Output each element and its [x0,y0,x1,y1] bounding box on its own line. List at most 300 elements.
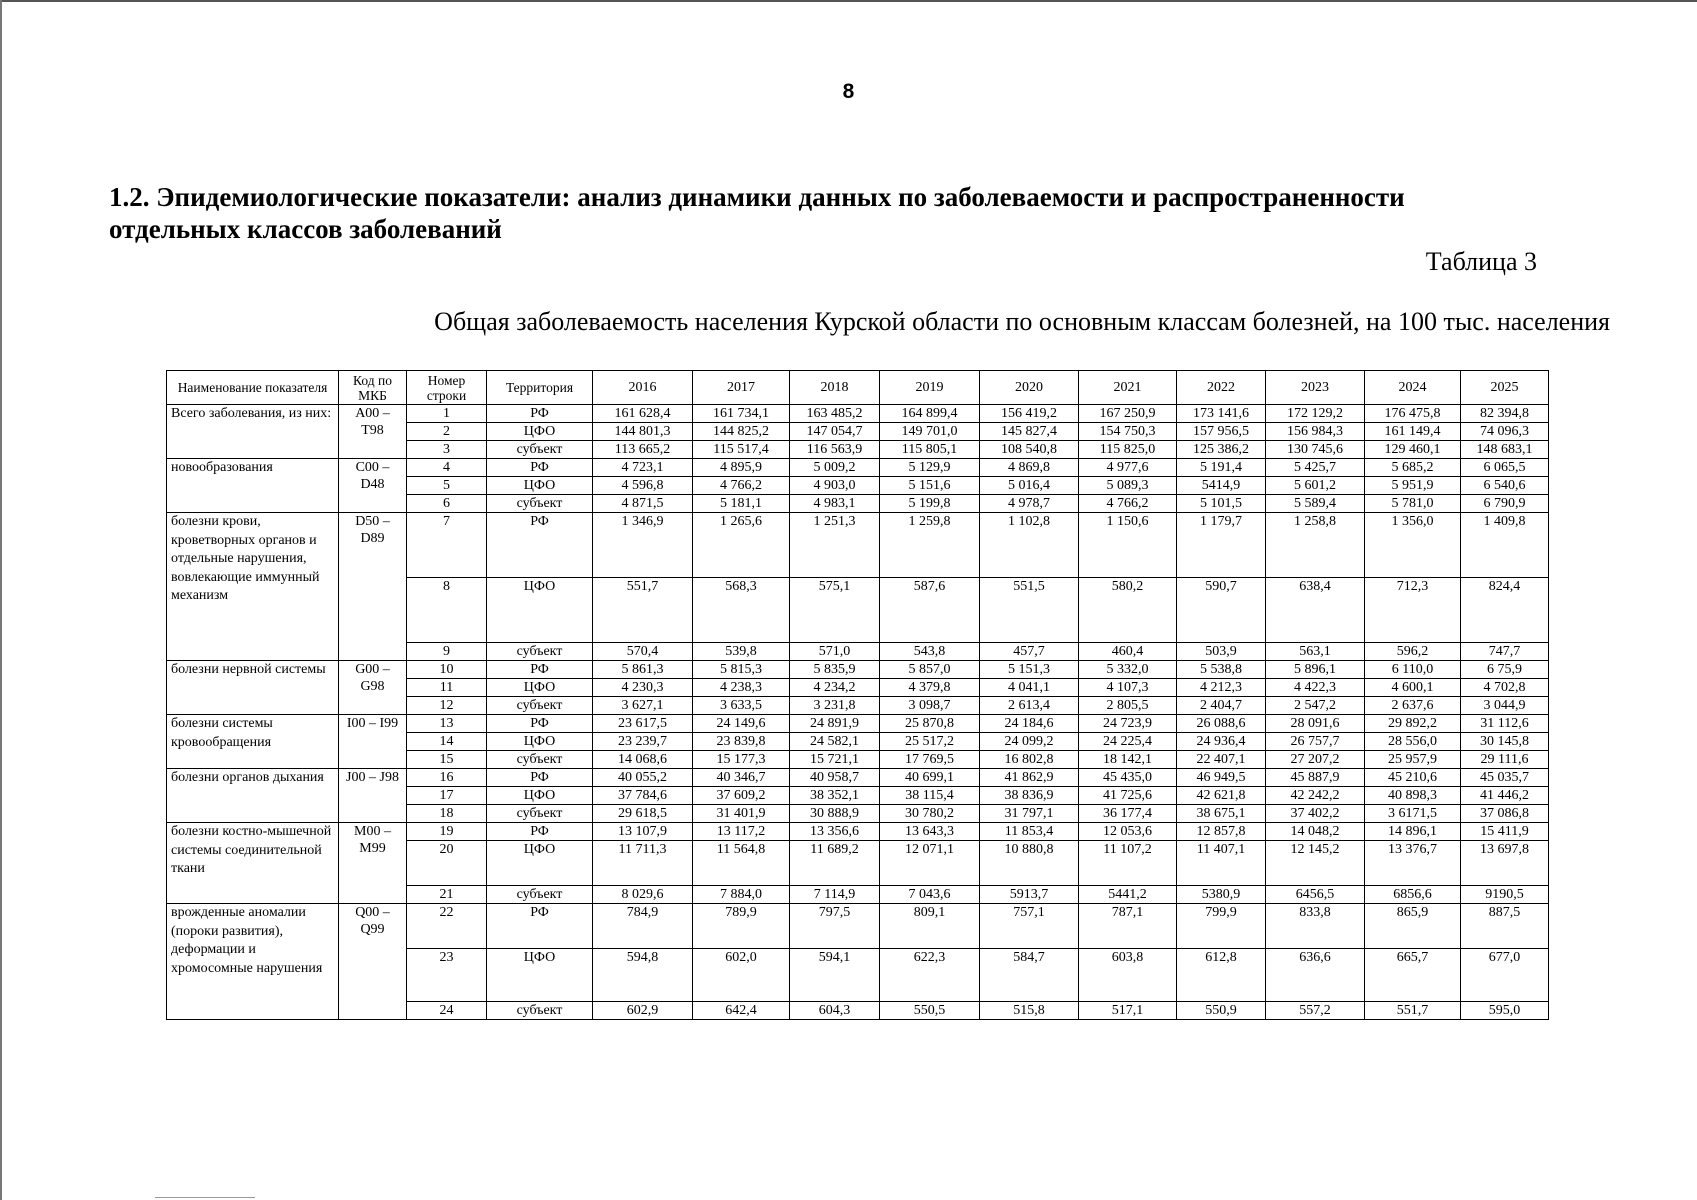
value-cell: 16 802,8 [980,751,1079,769]
value-cell: 551,5 [980,578,1079,643]
value-cell: 115 517,4 [693,441,790,459]
value-cell: 4 379,8 [880,679,980,697]
value-cell: 30 888,9 [790,805,880,823]
value-cell: 787,1 [1079,904,1177,949]
value-cell: 27 207,2 [1266,751,1365,769]
territory-cell: ЦФО [487,733,593,751]
value-cell: 115 825,0 [1079,441,1177,459]
value-cell: 45 210,6 [1365,769,1461,787]
icd-code-cell: I00 – I99 [339,715,407,769]
value-cell: 45 435,0 [1079,769,1177,787]
value-cell: 570,4 [593,643,693,661]
value-cell: 38 836,9 [980,787,1079,805]
row-number-cell: 8 [407,578,487,643]
value-cell: 161 149,4 [1365,423,1461,441]
value-cell: 665,7 [1365,949,1461,1002]
value-cell: 550,5 [880,1002,980,1020]
table-row [167,769,1549,787]
value-cell: 5 101,5 [1177,495,1266,513]
header-year: 2023 [1266,371,1365,405]
icd-code-cell: C00 – D48 [339,459,407,513]
value-cell: 887,5 [1461,904,1549,949]
value-cell: 18 142,1 [1079,751,1177,769]
value-cell: 4 600,1 [1365,679,1461,697]
territory-cell: субъект [487,643,593,661]
value-cell: 4 895,9 [693,459,790,477]
value-cell: 10 880,8 [980,841,1079,886]
value-cell: 154 750,3 [1079,423,1177,441]
table-body [167,405,1549,1020]
value-cell: 24 723,9 [1079,715,1177,733]
value-cell: 2 404,7 [1177,697,1266,715]
territory-cell: РФ [487,513,593,578]
value-cell: 23 839,8 [693,733,790,751]
value-cell: 7 114,9 [790,886,880,904]
value-cell: 557,2 [1266,1002,1365,1020]
value-cell: 789,9 [693,904,790,949]
value-cell: 4 422,3 [1266,679,1365,697]
value-cell: 176 475,8 [1365,405,1461,423]
value-cell: 12 053,6 [1079,823,1177,841]
value-cell: 22 407,1 [1177,751,1266,769]
value-cell: 2 805,5 [1079,697,1177,715]
value-cell: 26 088,6 [1177,715,1266,733]
value-cell: 145 827,4 [980,423,1079,441]
value-cell: 5 016,4 [980,477,1079,495]
value-cell: 24 891,9 [790,715,880,733]
value-cell: 6 065,5 [1461,459,1549,477]
value-cell: 4 234,2 [790,679,880,697]
value-cell: 638,4 [1266,578,1365,643]
value-cell: 5 857,0 [880,661,980,679]
row-number-cell: 14 [407,733,487,751]
value-cell: 1 179,7 [1177,513,1266,578]
value-cell: 15 177,3 [693,751,790,769]
value-cell: 4 766,2 [693,477,790,495]
territory-cell: РФ [487,823,593,841]
indicator-name-cell: болезни крови, кроветворных органов и отдельные нарушения, вовлекающие иммунный механизм [167,513,339,661]
value-cell: 575,1 [790,578,880,643]
table-row [167,904,1549,949]
value-cell: 515,8 [980,1002,1079,1020]
value-cell: 41 446,2 [1461,787,1549,805]
value-cell: 594,1 [790,949,880,1002]
icd-code-cell: A00 – T98 [339,405,407,459]
table-row [167,405,1549,423]
indicator-name-cell: новообразования [167,459,339,513]
value-cell: 24 582,1 [790,733,880,751]
table-row [167,823,1549,841]
value-cell: 156 984,3 [1266,423,1365,441]
value-cell: 642,4 [693,1002,790,1020]
territory-cell: ЦФО [487,949,593,1002]
territory-cell: РФ [487,661,593,679]
table-header-row [167,371,1549,405]
value-cell: 40 699,1 [880,769,980,787]
indicator-name-cell: врожденные аномалии (пороки развития), деформации и хромосомные нарушения [167,904,339,1020]
value-cell: 6 790,9 [1461,495,1549,513]
value-cell: 784,9 [593,904,693,949]
value-cell: 568,3 [693,578,790,643]
value-cell: 5 191,4 [1177,459,1266,477]
territory-cell: субъект [487,1002,593,1020]
row-number-cell: 21 [407,886,487,904]
row-number-cell: 23 [407,949,487,1002]
value-cell: 4 903,0 [790,477,880,495]
header-year: 2021 [1079,371,1177,405]
territory-cell: РФ [487,715,593,733]
icd-code-cell: M00 – M99 [339,823,407,904]
indicator-name-cell: Всего заболевания, из них: [167,405,339,459]
value-cell: 757,1 [980,904,1079,949]
value-cell: 809,1 [880,904,980,949]
value-cell: 4 869,8 [980,459,1079,477]
value-cell: 40 898,3 [1365,787,1461,805]
header-year: 2025 [1461,371,1549,405]
territory-cell: ЦФО [487,787,593,805]
value-cell: 15 411,9 [1461,823,1549,841]
value-cell: 144 801,3 [593,423,693,441]
value-cell: 6456,5 [1266,886,1365,904]
value-cell: 747,7 [1461,643,1549,661]
value-cell: 13 697,8 [1461,841,1549,886]
table-row [167,459,1549,477]
value-cell: 865,9 [1365,904,1461,949]
header-year: 2019 [880,371,980,405]
value-cell: 37 086,8 [1461,805,1549,823]
row-number-cell: 9 [407,643,487,661]
value-cell: 12 145,2 [1266,841,1365,886]
value-cell: 6 540,6 [1461,477,1549,495]
value-cell: 5 151,3 [980,661,1079,679]
value-cell: 164 899,4 [880,405,980,423]
value-cell: 45 035,7 [1461,769,1549,787]
value-cell: 161 734,1 [693,405,790,423]
value-cell: 74 096,3 [1461,423,1549,441]
section-heading [109,181,1559,245]
value-cell: 563,1 [1266,643,1365,661]
value-cell: 129 460,1 [1365,441,1461,459]
value-cell: 6 75,9 [1461,661,1549,679]
value-cell: 41 862,9 [980,769,1079,787]
value-cell: 37 609,2 [693,787,790,805]
value-cell: 40 346,7 [693,769,790,787]
value-cell: 5 951,9 [1365,477,1461,495]
value-cell: 4 978,7 [980,495,1079,513]
value-cell: 5 425,7 [1266,459,1365,477]
value-cell: 4 766,2 [1079,495,1177,513]
value-cell: 4 107,3 [1079,679,1177,697]
value-cell: 4 041,1 [980,679,1079,697]
value-cell: 30 780,2 [880,805,980,823]
territory-cell: субъект [487,697,593,715]
value-cell: 30 145,8 [1461,733,1549,751]
value-cell: 24 149,6 [693,715,790,733]
table-row [167,661,1549,679]
value-cell: 2 547,2 [1266,697,1365,715]
row-number-cell: 18 [407,805,487,823]
value-cell: 5441,2 [1079,886,1177,904]
value-cell: 24 936,4 [1177,733,1266,751]
row-number-cell: 3 [407,441,487,459]
value-cell: 31 112,6 [1461,715,1549,733]
value-cell: 5414,9 [1177,477,1266,495]
value-cell: 5 589,4 [1266,495,1365,513]
value-cell: 163 485,2 [790,405,880,423]
value-cell: 11 107,2 [1079,841,1177,886]
row-number-cell: 2 [407,423,487,441]
row-number-cell: 13 [407,715,487,733]
row-number-cell: 6 [407,495,487,513]
value-cell: 130 745,6 [1266,441,1365,459]
header-row-number: Номер строки [407,371,487,405]
row-number-cell: 1 [407,405,487,423]
value-cell: 108 540,8 [980,441,1079,459]
value-cell: 5 151,6 [880,477,980,495]
value-cell: 115 805,1 [880,441,980,459]
value-cell: 144 825,2 [693,423,790,441]
value-cell: 2 637,6 [1365,697,1461,715]
table-row [167,715,1549,733]
territory-cell: РФ [487,459,593,477]
value-cell: 28 556,0 [1365,733,1461,751]
value-cell: 24 099,2 [980,733,1079,751]
header-year: 2024 [1365,371,1461,405]
value-cell: 5 815,3 [693,661,790,679]
value-cell: 1 356,0 [1365,513,1461,578]
territory-cell: РФ [487,405,593,423]
icd-code-cell: G00 – G98 [339,661,407,715]
icd-code-cell: D50 – D89 [339,513,407,661]
value-cell: 148 683,1 [1461,441,1549,459]
indicator-name-cell: болезни системы кровообращения [167,715,339,769]
table-caption: Общая заболеваемость населения Курской области по основным классам болезней, на 100 тыс. населения [434,307,1610,336]
value-cell: 4 230,3 [593,679,693,697]
value-cell: 5913,7 [980,886,1079,904]
value-cell: 12 857,8 [1177,823,1266,841]
territory-cell: ЦФО [487,841,593,886]
value-cell: 3 044,9 [1461,697,1549,715]
territory-cell: субъект [487,441,593,459]
section-heading-line: отдельных классов заболеваний [109,214,502,244]
value-cell: 4 977,6 [1079,459,1177,477]
value-cell: 517,1 [1079,1002,1177,1020]
value-cell: 40 958,7 [790,769,880,787]
territory-cell: ЦФО [487,477,593,495]
value-cell: 5 009,2 [790,459,880,477]
value-cell: 6856,6 [1365,886,1461,904]
value-cell: 1 258,8 [1266,513,1365,578]
value-cell: 25 517,2 [880,733,980,751]
value-cell: 161 628,4 [593,405,693,423]
row-number-cell: 12 [407,697,487,715]
value-cell: 167 250,9 [1079,405,1177,423]
value-cell: 5 181,1 [693,495,790,513]
value-cell: 5 538,8 [1177,661,1266,679]
value-cell: 37 402,2 [1266,805,1365,823]
value-cell: 2 613,4 [980,697,1079,715]
value-cell: 5 781,0 [1365,495,1461,513]
value-cell: 23 239,7 [593,733,693,751]
table-row [167,513,1549,578]
value-cell: 1 346,9 [593,513,693,578]
value-cell: 5 896,1 [1266,661,1365,679]
territory-cell: РФ [487,769,593,787]
value-cell: 457,7 [980,643,1079,661]
page-number: 8 [842,80,855,103]
row-number-cell: 7 [407,513,487,578]
value-cell: 13 376,7 [1365,841,1461,886]
value-cell: 4 702,8 [1461,679,1549,697]
value-cell: 590,7 [1177,578,1266,643]
value-cell: 45 887,9 [1266,769,1365,787]
value-cell: 543,8 [880,643,980,661]
value-cell: 3 098,7 [880,697,980,715]
icd-code-cell: Q00 – Q99 [339,904,407,1020]
value-cell: 799,9 [1177,904,1266,949]
value-cell: 3 6171,5 [1365,805,1461,823]
row-number-cell: 16 [407,769,487,787]
value-cell: 636,6 [1266,949,1365,1002]
territory-cell: субъект [487,805,593,823]
value-cell: 29 618,5 [593,805,693,823]
value-cell: 551,7 [593,578,693,643]
value-cell: 5 601,2 [1266,477,1365,495]
value-cell: 596,2 [1365,643,1461,661]
territory-cell: субъект [487,886,593,904]
value-cell: 5 199,8 [880,495,980,513]
value-cell: 5380,9 [1177,886,1266,904]
row-number-cell: 17 [407,787,487,805]
value-cell: 11 564,8 [693,841,790,886]
value-cell: 113 665,2 [593,441,693,459]
value-cell: 11 711,3 [593,841,693,886]
value-cell: 5 685,2 [1365,459,1461,477]
value-cell: 31 797,1 [980,805,1079,823]
row-number-cell: 24 [407,1002,487,1020]
value-cell: 31 401,9 [693,805,790,823]
value-cell: 17 769,5 [880,751,980,769]
value-cell: 25 957,9 [1365,751,1461,769]
value-cell: 1 259,8 [880,513,980,578]
value-cell: 25 870,8 [880,715,980,733]
value-cell: 14 896,1 [1365,823,1461,841]
value-cell: 604,3 [790,1002,880,1020]
value-cell: 3 633,5 [693,697,790,715]
value-cell: 5 835,9 [790,661,880,679]
value-cell: 14 048,2 [1266,823,1365,841]
value-cell: 46 949,5 [1177,769,1266,787]
value-cell: 833,8 [1266,904,1365,949]
value-cell: 5 861,3 [593,661,693,679]
header-year: 2020 [980,371,1079,405]
value-cell: 571,0 [790,643,880,661]
value-cell: 7 884,0 [693,886,790,904]
value-cell: 7 043,6 [880,886,980,904]
value-cell: 24 184,6 [980,715,1079,733]
value-cell: 13 643,3 [880,823,980,841]
value-cell: 797,5 [790,904,880,949]
value-cell: 26 757,7 [1266,733,1365,751]
value-cell: 677,0 [1461,949,1549,1002]
indicator-name-cell: болезни костно-мышечной системы соединительной ткани [167,823,339,904]
value-cell: 29 111,6 [1461,751,1549,769]
indicator-name-cell: болезни органов дыхания [167,769,339,823]
row-number-cell: 19 [407,823,487,841]
row-number-cell: 20 [407,841,487,886]
value-cell: 603,8 [1079,949,1177,1002]
value-cell: 9190,5 [1461,886,1549,904]
value-cell: 23 617,5 [593,715,693,733]
value-cell: 1 409,8 [1461,513,1549,578]
morbidity-table [166,370,1549,1020]
value-cell: 595,0 [1461,1002,1549,1020]
value-cell: 3 231,8 [790,697,880,715]
value-cell: 4 238,3 [693,679,790,697]
value-cell: 4 596,8 [593,477,693,495]
value-cell: 1 150,6 [1079,513,1177,578]
value-cell: 503,9 [1177,643,1266,661]
value-cell: 28 091,6 [1266,715,1365,733]
header-year: 2017 [693,371,790,405]
footer-rule [155,1197,255,1198]
header-year: 2022 [1177,371,1266,405]
value-cell: 622,3 [880,949,980,1002]
value-cell: 580,2 [1079,578,1177,643]
value-cell: 3 627,1 [593,697,693,715]
territory-cell: субъект [487,751,593,769]
value-cell: 4 723,1 [593,459,693,477]
header-territory: Территория [487,371,593,405]
territory-cell: ЦФО [487,578,593,643]
value-cell: 11 407,1 [1177,841,1266,886]
territory-cell: ЦФО [487,423,593,441]
header-year: 2018 [790,371,880,405]
value-cell: 13 107,9 [593,823,693,841]
value-cell: 125 386,2 [1177,441,1266,459]
value-cell: 41 725,6 [1079,787,1177,805]
row-number-cell: 11 [407,679,487,697]
value-cell: 172 129,2 [1266,405,1365,423]
value-cell: 712,3 [1365,578,1461,643]
value-cell: 1 265,6 [693,513,790,578]
value-cell: 602,9 [593,1002,693,1020]
territory-cell: субъект [487,495,593,513]
value-cell: 38 675,1 [1177,805,1266,823]
section-heading-line: 1.2. Эпидемиологические показатели: анализ динамики данных по заболеваемости и распространенности [109,182,1405,212]
value-cell: 15 721,1 [790,751,880,769]
value-cell: 4 983,1 [790,495,880,513]
indicator-name-cell: болезни нервной системы [167,661,339,715]
value-cell: 157 956,5 [1177,423,1266,441]
page-border [0,0,2,1200]
header-code: Код по МКБ [339,371,407,405]
row-number-cell: 4 [407,459,487,477]
row-number-cell: 22 [407,904,487,949]
value-cell: 587,6 [880,578,980,643]
value-cell: 149 701,0 [880,423,980,441]
value-cell: 550,9 [1177,1002,1266,1020]
value-cell: 612,8 [1177,949,1266,1002]
value-cell: 1 251,3 [790,513,880,578]
value-cell: 539,8 [693,643,790,661]
value-cell: 42 621,8 [1177,787,1266,805]
value-cell: 5 089,3 [1079,477,1177,495]
value-cell: 5 332,0 [1079,661,1177,679]
value-cell: 82 394,8 [1461,405,1549,423]
value-cell: 29 892,2 [1365,715,1461,733]
value-cell: 14 068,6 [593,751,693,769]
